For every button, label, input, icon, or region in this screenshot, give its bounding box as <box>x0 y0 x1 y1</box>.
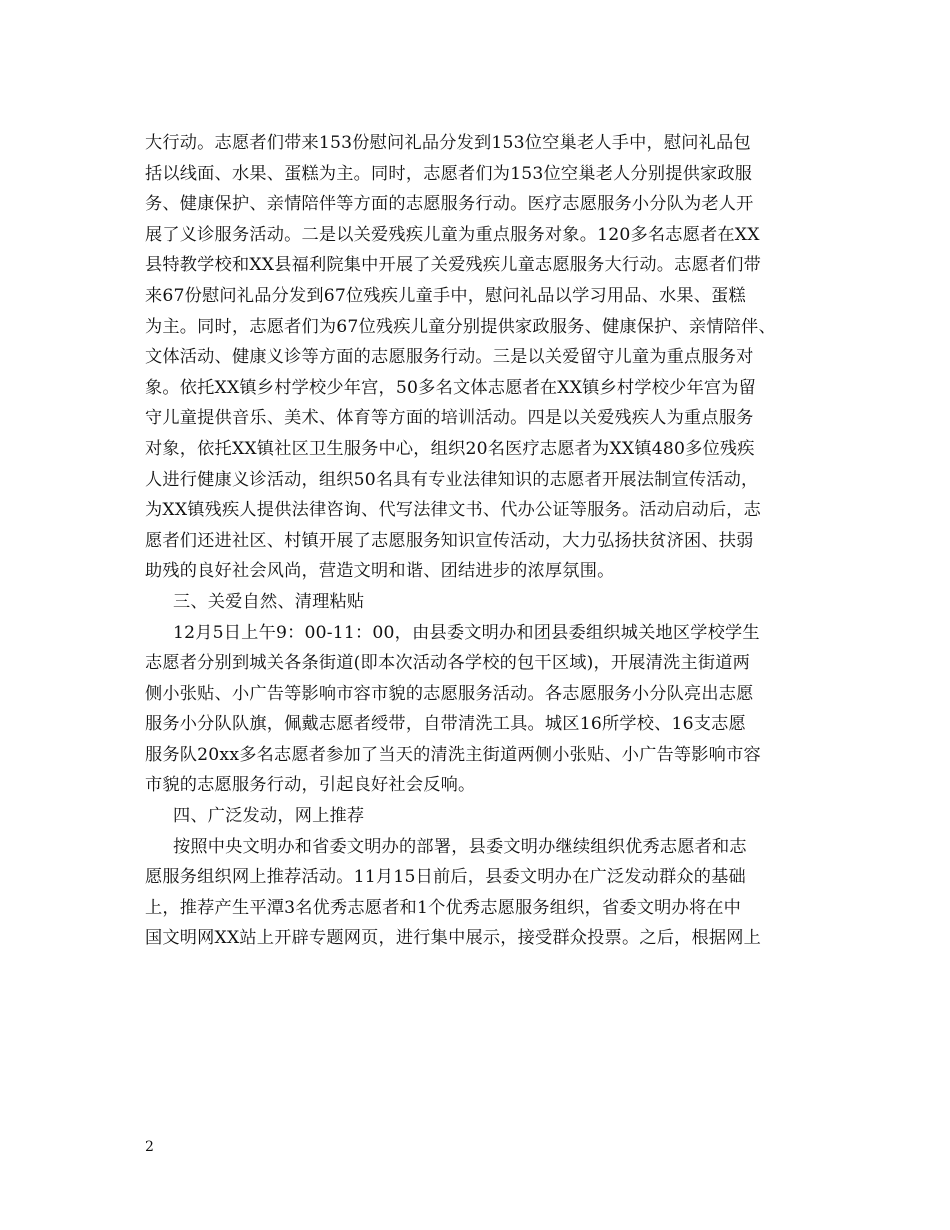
text-line: 来67份慰问礼品分发到67位残疾儿童手中，慰问礼品以学习用品、水果、蛋糕 <box>145 285 746 306</box>
text-line: 务、健康保护、亲情陪伴等方面的志愿服务行动。医疗志愿服务小分队为老人开 <box>145 194 754 215</box>
text-line: 国文明网XX站上开辟专题网页，进行集中展示，接受群众投票。之后，根据网上 <box>145 928 762 949</box>
text-line: 四、广泛发动，网上推荐 <box>173 806 365 827</box>
text-line: 括以线面、水果、蛋糕为主。同时，志愿者们为153位空巢老人分别提供家政服 <box>145 163 753 184</box>
text-line: 侧小张贴、小广告等影响市容市貌的志愿服务活动。各志愿服务小分队亮出志愿 <box>145 683 754 704</box>
body-text <box>145 128 825 954</box>
text-line: 服务队20xx多名志愿者参加了当天的清洗主街道两侧小张贴、小广告等影响市容 <box>145 744 761 765</box>
text-line: 三、关爱自然、清理粘贴 <box>173 591 365 612</box>
page-number: 2 <box>145 1139 154 1155</box>
text-line: 县特教学校和XX县福利院集中开展了关爱残疾儿童志愿服务大行动。志愿者们带 <box>145 255 762 276</box>
text-line: 服务小分队队旗，佩戴志愿者绶带，自带清洗工具。城区16所学校、16支志愿 <box>145 714 746 735</box>
text-line: 为XX镇残疾人提供法律咨询、代写法律文书、代办公证等服务。活动启动后，志 <box>145 500 762 521</box>
text-line: 上，推荐产生平潭3名优秀志愿者和1个优秀志愿服务组织，省委文明办将在中 <box>145 897 742 918</box>
text-line: 志愿者分别到城关各条街道(即本次活动各学校的包干区域)，开展清洗主街道两 <box>145 653 750 674</box>
text-line: 愿者们还进社区、村镇开展了志愿服务知识宣传活动，大力弘扬扶贫济困、扶弱 <box>145 530 754 551</box>
text-line: 为主。同时，志愿者们为67位残疾儿童分别提供家政服务、健康保护、亲情陪伴、 <box>145 316 776 337</box>
text-line: 市貌的志愿服务行动，引起良好社会反响。 <box>145 775 476 796</box>
text-line: 人进行健康义诊活动，组织50名具有专业法律知识的志愿者开展法制宣传活动， <box>145 469 759 490</box>
text-line: 愿服务组织网上推荐活动。11月15日前后，县委文明办在广泛发动群众的基础 <box>145 867 746 888</box>
text-line: 守儿童提供音乐、美术、体育等方面的培训活动。四是以关爱残疾人为重点服务 <box>145 408 754 429</box>
text-line: 文体活动、健康义诊等方面的志愿服务行动。三是以关爱留守儿童为重点服务对 <box>145 347 754 368</box>
text-line: 助残的良好社会风尚，营造文明和谐、团结进步的浓厚氛围。 <box>145 561 615 582</box>
text-line: 大行动。志愿者们带来153份慰问礼品分发到153位空巢老人手中，慰问礼品包 <box>145 133 751 153</box>
text-line: 象。依托XX镇乡村学校少年宫，50多名文体志愿者在XX镇乡村学校少年宫为留 <box>145 377 757 398</box>
text-line: 对象，依托XX镇社区卫生服务中心，组织20名医疗志愿者为XX镇480多位残疾 <box>145 438 755 459</box>
text-line: 12月5日上午9：00-11：00，由县委文明办和团县委组织城关地区学校学生 <box>173 622 760 643</box>
text-line: 按照中央文明办和省委文明办的部署，县委文明办继续组织优秀志愿者和志 <box>173 836 747 857</box>
text-line: 展了义诊服务活动。二是以关爱残疾儿童为重点服务对象。120多名志愿者在XX <box>145 224 760 245</box>
